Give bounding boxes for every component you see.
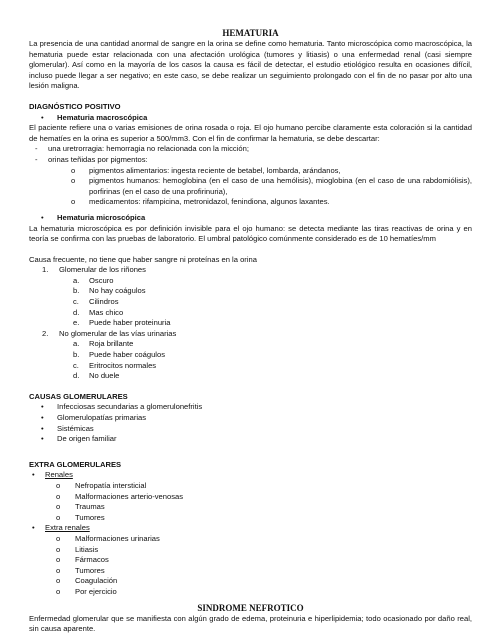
circle-bullet-icon: o: [56, 576, 61, 586]
circle-bullet-icon: o: [56, 502, 61, 512]
numbered-item: [29, 329, 472, 340]
numbered-item-text: No glomerular de las vías urinarias: [59, 328, 177, 338]
alpha-item: c. Eritrocitos normales: [29, 361, 472, 372]
alpha-item: d. No duele: [29, 371, 472, 382]
dash-item: [29, 144, 472, 155]
document-title: HEMATURIA: [222, 28, 279, 38]
circle-bullet-icon: o: [56, 533, 61, 543]
number-marker: 2.: [42, 328, 49, 338]
circle-bullet-icon: o: [56, 491, 61, 501]
alpha-item-text: Roja brillante: [89, 339, 134, 349]
extra-renales-label: Extra renales: [45, 523, 90, 533]
bullet-icon: •: [41, 413, 44, 422]
extra-renales-item-text: Tumores: [75, 565, 105, 575]
extra-renales-item: [29, 534, 472, 545]
renales-item-text: Traumas: [75, 502, 105, 512]
extra-renales-item-text: Por ejercicio: [75, 586, 117, 596]
causa-item: [29, 413, 472, 424]
macro-paragraph: El paciente refiere una o varias emisiones de orina rosada o roja. El ojo humano percibe claramente esta coloración si la cantidad de hematíes en la orina es superior a 500/mm3. Con el fin de confirmar la hematuria, se debe descartar:: [29, 123, 472, 143]
dash-item-text: orinas teñidas por pigmentos:: [48, 154, 148, 164]
extra-renales-item: [29, 555, 472, 566]
causa-item-text: Glomerulopatías primarias: [57, 413, 147, 422]
dash-icon: -: [35, 154, 38, 164]
extra-renales-bullet: [29, 523, 472, 534]
dash-item: [29, 155, 472, 166]
circle-bullet-icon: o: [56, 555, 61, 565]
causa-item-text: Sistémicas: [57, 423, 94, 433]
alpha-item: a. Oscuro: [29, 276, 472, 287]
bullet-icon: •: [41, 112, 44, 122]
numbered-item-text: Glomerular de los riñones: [59, 265, 146, 275]
circle-bullet-icon: o: [71, 165, 76, 175]
bullet-icon: •: [41, 423, 44, 433]
alpha-item: e. Puede haber proteinuria: [29, 318, 472, 329]
diagnostico-heading: DIAGNÓSTICO POSITIVO: [29, 101, 121, 111]
bullet-icon: •: [32, 470, 35, 480]
sindrome-title: SINDROME NEFROTICO: [197, 602, 304, 613]
number-marker: 1.: [42, 265, 49, 275]
alpha-item: a. Roja brillante: [29, 339, 472, 350]
alpha-item-text: Cilindros: [89, 297, 119, 307]
alpha-item-text: Eritrocitos normales: [89, 360, 157, 370]
intro-paragraph: La presencia de una cantidad anormal de sangre en la orina se define como hematuria. Tanto microscópica como macroscópica, la hematuria puede estar relacionada con una afectación urológica (tumores y litiasis) o una enfermedad renal (casi siempre glomerular). Así como en la mayoría de los casos la causa es fácil de detectar, el estudio etiológico resulta en ocasiones difícil, incluso puede llegar a ser negativo; en este caso, se debe realizar un seguimiento prolongado con el fin de no pasar por alto una lesión maligna.: [29, 39, 472, 91]
renales-item-text: Nefropatía intersticial: [75, 480, 147, 490]
renales-item: [29, 481, 472, 492]
extra-renales-item: [29, 566, 472, 577]
extra-renales-item: [29, 576, 472, 587]
pigment-text: pigmentos humanos: hemoglobina (en el caso de una hemólisis), mioglobina (en el caso de una rabdomiólisis), porfirinas (en el caso de una profirinuria),: [89, 176, 472, 196]
causas-heading: CAUSAS GLOMERULARES: [29, 391, 128, 401]
causa-item-text: Infecciosas secundarias a glomerulonefritis: [57, 402, 203, 412]
renales-item: [29, 502, 472, 513]
extra-renales-item-text: Malformaciones urinarias: [75, 533, 160, 543]
pigment-text: medicamentos: rifampicina, metronidazol, fenindiona, algunos laxantes.: [89, 197, 330, 207]
micro-paragraph: La hematuria microscópica es por definición invisible para el ojo humano: se detecta mediante las tiras reactivas de orina y en teoría se confirma con las pruebas de laboratorio. El umbral patológico comúnmente considerado es de 10 hematíes/mm: [29, 223, 472, 244]
macro-title: Hematuria macroscópica: [57, 112, 148, 122]
causa-item: [29, 434, 472, 445]
extra-renales-item: [29, 587, 472, 598]
circle-bullet-icon: o: [56, 512, 61, 522]
renales-label: Renales: [45, 470, 73, 480]
pigment-item: [29, 197, 472, 208]
alpha-item: c. Cilindros: [29, 297, 472, 308]
alpha-item-text: Mas chico: [89, 307, 124, 317]
numbered-item: [29, 265, 472, 276]
extra-renales-item: [29, 545, 472, 556]
circle-bullet-icon: o: [56, 544, 61, 554]
extra-renales-item-text: Coagulación: [75, 576, 118, 586]
alpha-item: b. Puede haber coágulos: [29, 350, 472, 361]
alpha-item-text: No hay coágulos: [89, 286, 146, 296]
extra-renales-item-text: Litiasis: [75, 544, 99, 554]
bullet-icon: •: [41, 434, 44, 444]
pigment-item: [29, 176, 472, 197]
alpha-item-text: Puede haber coágulos: [89, 350, 165, 360]
alpha-item: d. Mas chico: [29, 308, 472, 319]
alpha-item-text: No duele: [89, 371, 120, 381]
renales-bullet: [29, 470, 472, 481]
alpha-item: b. No hay coágulos: [29, 286, 472, 297]
circle-bullet-icon: o: [56, 565, 61, 575]
pigment-item: [29, 166, 472, 177]
micro-title: Hematuria microscópica: [57, 212, 146, 222]
dash-item-text: una uretrorragia: hemorragia no relacionada con la micción;: [48, 144, 249, 154]
alpha-item-text: Oscuro: [89, 275, 114, 285]
circle-bullet-icon: o: [56, 480, 61, 490]
micro-bullet: [29, 213, 472, 224]
renales-item: [29, 513, 472, 524]
circle-bullet-icon: o: [56, 586, 61, 596]
alpha-item-text: Puede haber proteinuria: [89, 318, 171, 328]
pigment-text: pigmentos alimentarios: ingesta reciente de betabel, lombarda, arándanos,: [89, 165, 341, 175]
bullet-icon: •: [41, 402, 44, 412]
causa-item-text: De origen familiar: [57, 434, 117, 444]
renales-item-text: Malformaciones arterio-venosas: [75, 491, 184, 501]
extra-heading: EXTRA GLOMERULARES: [29, 459, 122, 469]
extra-renales-item-text: Fármacos: [75, 555, 109, 565]
bullet-icon: •: [32, 523, 35, 533]
circle-bullet-icon: o: [71, 176, 76, 186]
causa-item: [29, 402, 472, 413]
dash-icon: -: [35, 144, 38, 154]
bullet-icon: •: [41, 212, 44, 222]
causa-item: [29, 424, 472, 435]
renales-item-text: Tumores: [75, 512, 105, 522]
renales-item: [29, 492, 472, 503]
sindrome-paragraph: Enfermedad glomerular que se manifiesta con algún grado de edema, proteinuria e hiperlipidemia; todo ocasionado por daño real, sin causa aparente.: [29, 613, 472, 634]
circle-bullet-icon: o: [71, 197, 76, 207]
causa-line: Causa frecuente, no tiene que haber sangre ni proteínas en la orina: [29, 254, 257, 264]
macro-bullet: [29, 113, 472, 124]
